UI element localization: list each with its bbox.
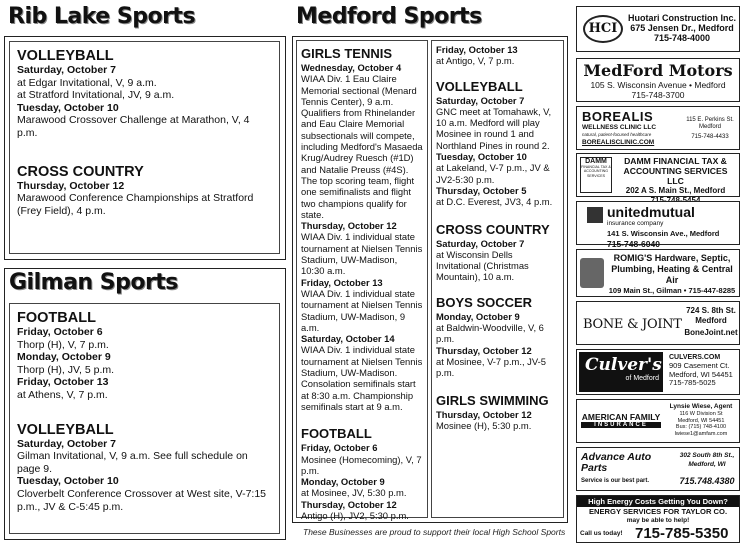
schedule-detail: GNC meet at Tomahawk, V, 10 a.m. Medford will play Mosinee in round 1 and Northland Pines in round 2. <box>436 105 552 151</box>
damm-logo: DAMM <box>585 158 607 165</box>
gilman-inner <box>9 303 280 534</box>
culvers-addr2: Medford, WI 54451 <box>669 369 733 379</box>
med-football-list <box>301 442 423 521</box>
medford-col2 <box>431 40 564 518</box>
rib-lake-panel <box>4 36 286 260</box>
advance-tag: Service is our best part. <box>581 478 650 484</box>
schedule-date: Saturday, October 14 <box>301 333 395 345</box>
schedule-date: Thursday, October 5 <box>436 184 527 196</box>
amfam-addr1: 116 W Division St <box>679 411 723 417</box>
advance-addr: 302 South 8th St., Medford, WI <box>679 452 735 468</box>
med-football-heading: FOOTBALL <box>301 426 372 442</box>
romig-name: ROMIG'S Hardware, Septic, Plumbing, Heating & Central Air <box>611 253 733 285</box>
hci-addr: 675 Jensen Dr., Medford <box>630 23 734 33</box>
schedule-detail: Mosinee (H), 5:30 p.m. <box>436 419 532 431</box>
rib-lake-inner <box>9 41 280 254</box>
rib-volleyball-list <box>17 64 272 140</box>
ad-american-family[interactable] <box>576 399 740 443</box>
hci-name: Huotari Construction Inc. <box>628 13 736 23</box>
med-cc-list <box>436 238 559 283</box>
schedule-detail: at Athens, V, 7 p.m. <box>17 388 108 401</box>
borealis-url: BOREALISCLINIC.COM <box>582 139 655 146</box>
united-phone: 715-748-6040 <box>607 238 660 249</box>
schedule-date: Tuesday, October 10 <box>436 151 527 163</box>
schedule-date: Friday, October 13 <box>436 44 518 55</box>
motors-addr: 105 S. Wisconsin Avenue • Medford <box>590 80 726 90</box>
schedule-detail: Thorp (H), V, 7 p.m. <box>17 338 109 351</box>
med-soccer-heading: BOYS SOCCER <box>436 294 533 310</box>
schedule-date: Saturday, October 7 <box>17 437 117 450</box>
rib-volleyball-heading: VOLLEYBALL <box>17 48 114 64</box>
schedule-detail: Marawood Conference Championships at Stratford (Frey Field), 4 p.m. <box>17 192 254 217</box>
med-tennis-heading: GIRLS TENNIS <box>301 46 393 61</box>
gilman-panel <box>4 268 286 540</box>
schedule-detail: Mosinee (Homecoming), V, 7 p.m. <box>301 453 422 476</box>
schedule-date: Friday, October 13 <box>301 276 383 288</box>
schedule-date: Thursday, October 12 <box>17 179 125 192</box>
schedule-detail: Marawood Crossover Challenge at Marathon, V, 4 p.m. <box>17 114 250 139</box>
amfam-email: lwiese1@amfam.com <box>674 430 728 437</box>
gilman-title: Gilman Sports <box>9 270 178 295</box>
ad-romig[interactable] <box>576 249 740 297</box>
schedule-date: Thursday, October 12 <box>301 220 397 232</box>
ad-huotari[interactable] <box>576 6 740 52</box>
hci-phone: 715-748-4000 <box>653 33 711 43</box>
bone-name: BONE & JOINT <box>583 317 682 332</box>
bone-addr: 724 S. 8th St. Medford <box>686 306 736 325</box>
schedule-date: Friday, October 13 <box>17 376 109 389</box>
medford-panel <box>292 36 568 523</box>
med-col2-top-list <box>436 44 559 67</box>
schedule-detail: at Stratford Invitational, JV, 9 a.m. <box>17 89 175 102</box>
schedule-date: Saturday, October 7 <box>17 64 117 76</box>
schedule-detail: Cloverbelt Conference Crossover at West site, V-7:15 p.m., JV & C-5:45 p.m. <box>17 487 267 513</box>
advance-name: Advance Auto Parts <box>581 451 652 474</box>
taylor-call: Call us today! <box>580 530 623 537</box>
med-swimming-list <box>436 409 559 432</box>
taylor-phone: 715-785-5350 <box>635 525 729 542</box>
schedule-date: Friday, October 6 <box>301 442 378 454</box>
amfam-name: AMERICAN FAMILY <box>581 412 661 422</box>
taylor-line3: may be able to help! <box>626 517 690 524</box>
schedule-date: Tuesday, October 10 <box>17 475 119 488</box>
schedule-detail: WIAA Div. 1 Eau Claire Memorial sectional (Menard Tennis Center), 9 a.m. Qualifiers from Rhinelander and Eau Claire Memorial subsectionals will compete, including Medford's Masaeda Krug/Audrey Ruesch (#1D) and Natalie Preuss (#4S). The top scoring team, flight one semifinalists and flight two champions qualify for state. <box>301 73 423 220</box>
ad-borealis[interactable] <box>576 106 740 150</box>
schedule-detail: WIAA Div. 1 individual state tournament at Nielsen Tennis Stadium, UW-Madison, 10:30 a.m. <box>301 231 423 277</box>
united-logo-icon <box>587 207 603 223</box>
schedule-date: Monday, October 9 <box>301 476 385 488</box>
schedule-detail: at Mosinee, JV, 5:30 p.m. <box>301 487 407 499</box>
schedule-date: Tuesday, October 10 <box>17 101 119 114</box>
culvers-name: Culver's <box>585 355 662 375</box>
footer-note: These Businesses are proud to support their local High School Sports <box>303 527 566 537</box>
borealis-addr: 115 E. Perkins St. Medford <box>686 117 734 130</box>
med-cc-heading: CROSS COUNTRY <box>436 221 550 237</box>
amfam-sub: INSURANCE <box>581 422 661 428</box>
schedule-date: Thursday, October 12 <box>436 408 532 420</box>
romig-truck-icon <box>580 258 604 288</box>
united-addr: 141 S. Wisconsin Ave., Medford <box>607 228 720 238</box>
med-swimming-heading: GIRLS SWIMMING <box>436 392 549 408</box>
advance-phone: 715.748.4380 <box>679 476 735 486</box>
medford-title: Medford Sports <box>296 4 482 29</box>
schedule-detail: at Antigo, V, 7 p.m. <box>436 55 515 67</box>
schedule-detail: at Lakeland, V-7 p.m., JV & JV2-5:30 p.m. <box>436 162 550 185</box>
schedule-date: Saturday, October 7 <box>436 237 525 249</box>
schedule-detail: at D.C. Everest, JV3, 4 p.m. <box>436 196 553 208</box>
borealis-phone: 715-748-4433 <box>691 134 729 140</box>
ad-bone-joint[interactable] <box>576 301 740 345</box>
united-name: unitedmutual <box>607 204 695 220</box>
schedule-detail: WIAA Div. 1 individual state tournament at Nielsen Tennis Stadium, UW-Madison, 9 a.m. <box>301 287 423 333</box>
schedule-detail: at Baldwin-Woodville, V, 6 p.m. <box>436 322 544 345</box>
ad-damm[interactable] <box>576 153 740 197</box>
motors-name: MedFord Motors <box>583 61 733 80</box>
schedule-detail: Thorp (H), JV, 5 p.m. <box>17 363 115 376</box>
rib-cc-heading: CROSS COUNTRY <box>17 163 144 180</box>
ad-culvers[interactable] <box>576 349 740 395</box>
damm-logo-sub: FINANCIAL TAX & ACCOUNTING SERVICES <box>581 165 611 178</box>
culvers-phone: 715-785-5025 <box>669 378 716 387</box>
ad-taylor-energy[interactable] <box>576 495 740 543</box>
borealis-tag: natural, patient-focused healthcare <box>582 132 652 137</box>
schedule-date: Monday, October 9 <box>17 351 111 364</box>
medford-col1 <box>296 40 428 521</box>
rib-lake-title: Rib Lake Sports <box>8 4 196 29</box>
schedule-date: Thursday, October 12 <box>436 344 532 356</box>
ad-advance-auto[interactable] <box>576 447 740 491</box>
schedule-date: Wednesday, October 4 <box>301 62 402 73</box>
amfam-agent: Lynsie Wiese, Agent <box>669 403 733 410</box>
gilman-volleyball-list <box>17 438 272 514</box>
motors-phone: 715-748-3700 <box>631 90 685 100</box>
schedule-detail: Gilman Invitational, V, 9 a.m. See full schedule on page 9. <box>17 450 248 475</box>
culvers-addr1: 909 Casement Ct. <box>669 361 730 370</box>
schedule-date: Monday, October 9 <box>436 310 520 322</box>
gilman-football-list <box>17 326 272 402</box>
schedule-detail: Antigo (H), JV2, 5:30 p.m. <box>301 509 409 521</box>
amfam-phone: Bus: (715) 748-4100 <box>675 424 727 430</box>
schedule-date: Friday, October 6 <box>17 326 103 338</box>
taylor-line1: High Energy Costs Getting You Down? <box>577 496 739 507</box>
gilman-football-heading: FOOTBALL <box>17 310 96 326</box>
damm-name: DAMM FINANCIAL TAX & ACCOUNTING SERVICES LLC <box>623 156 728 186</box>
culvers-url: CULVERS.COM <box>669 354 721 361</box>
med-soccer-list <box>436 311 559 379</box>
schedule-detail: at Edgar Invitational, V, 9 a.m. <box>17 76 157 89</box>
taylor-line2: ENERGY SERVICES FOR TAYLOR CO. <box>588 507 728 516</box>
united-sub: insurance company <box>607 220 664 227</box>
med-volleyball-heading: VOLLEYBALL <box>436 78 523 94</box>
ad-united-mutual[interactable] <box>576 201 740 249</box>
schedule-date: Thursday, October 12 <box>301 498 397 510</box>
rib-cc-list <box>17 180 272 218</box>
gilman-volleyball-heading: VOLLEYBALL <box>17 421 114 438</box>
bone-url: BoneJoint.net <box>684 328 738 337</box>
med-volleyball-list <box>436 95 559 208</box>
romig-addr: 109 Main St., Gilman • 715-447-8285 <box>608 286 736 295</box>
borealis-sub: WELLNESS CLINIC LLC <box>582 124 657 131</box>
culvers-sub: of Medford <box>625 375 659 382</box>
hci-logo: HCI <box>583 15 623 43</box>
schedule-detail: at Wisconsin Dells Invitational (Christmas Mountain), 10 a.m. <box>436 248 529 283</box>
schedule-date: Saturday, October 7 <box>436 94 525 106</box>
schedule-detail: WIAA Div. 1 individual state tournament at Nielsen Tennis Stadium, UW-Madison. Consolation semifinals start at 8:30 a.m. Championship semifinals start at 9 a.m. <box>301 344 423 412</box>
schedule-detail: at Mosinee, V-7 p.m., JV-5 p.m. <box>436 355 546 379</box>
ad-medford-motors[interactable] <box>576 58 740 102</box>
amfam-addr2: Medford, WI 54451 <box>677 417 725 424</box>
borealis-name: BOREALIS <box>582 109 654 124</box>
damm-addr: 202 A S. Main St., Medford <box>625 186 726 195</box>
med-tennis-list <box>301 62 423 412</box>
